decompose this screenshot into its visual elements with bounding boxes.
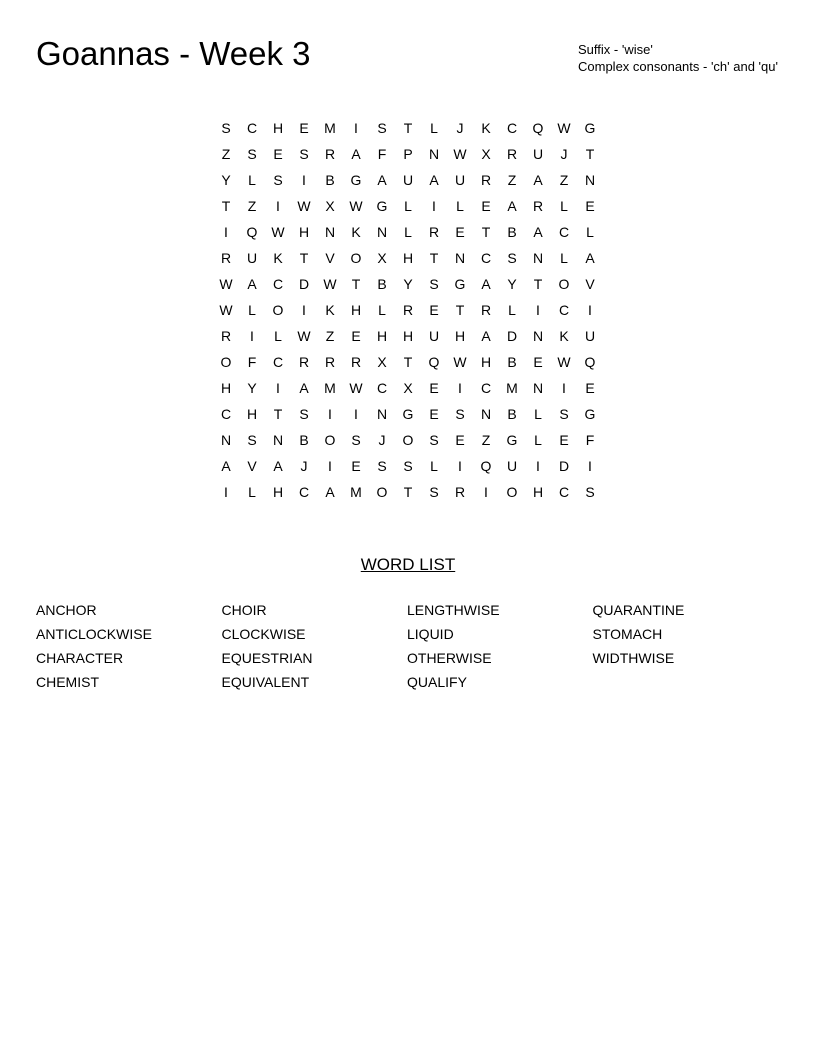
grid-cell: L xyxy=(378,302,386,318)
grid-row xyxy=(213,297,603,323)
grid-cell: L xyxy=(430,458,438,474)
grid-cell: A xyxy=(507,198,517,214)
grid-cell: T xyxy=(221,198,231,214)
grid-cell: O xyxy=(350,250,362,266)
grid-cell: I xyxy=(458,380,462,396)
word-list-item: LENGTHWISE xyxy=(407,602,500,618)
grid-cell: H xyxy=(402,250,414,266)
grid-cell: R xyxy=(532,198,544,214)
grid-cell: M xyxy=(506,380,518,396)
grid-cell: U xyxy=(246,250,258,266)
grid-cell: A xyxy=(325,484,335,500)
grid-cell: R xyxy=(350,354,362,370)
grid-cell: A xyxy=(533,172,543,188)
grid-cell: R xyxy=(324,354,336,370)
grid-cell: Q xyxy=(532,120,544,136)
grid-cell: L xyxy=(248,484,256,500)
grid-cell: S xyxy=(247,432,257,448)
grid-cell: B xyxy=(299,432,309,448)
grid-cell: Q xyxy=(480,458,492,474)
grid-cell: I xyxy=(536,302,540,318)
grid-cell: N xyxy=(220,432,232,448)
grid-cell: Y xyxy=(247,380,257,396)
grid-cell: Z xyxy=(247,198,257,214)
grid-row xyxy=(213,193,603,219)
grid-cell: I xyxy=(536,458,540,474)
grid-cell: O xyxy=(402,432,414,448)
grid-cell: H xyxy=(532,484,544,500)
grid-row xyxy=(213,453,603,479)
word-list-column xyxy=(36,598,222,694)
grid-cell: C xyxy=(558,302,570,318)
grid-cell: T xyxy=(533,276,543,292)
grid-cell: W xyxy=(323,276,337,292)
grid-cell: L xyxy=(248,172,256,188)
grid-cell: W xyxy=(349,198,363,214)
grid-cell: A xyxy=(299,380,309,396)
grid-cell: T xyxy=(481,224,491,240)
grid-cell: L xyxy=(560,198,568,214)
grid-cell: S xyxy=(429,276,439,292)
grid-cell: I xyxy=(328,458,332,474)
grid-cell: D xyxy=(506,328,518,344)
grid-cell: C xyxy=(480,250,492,266)
grid-cell: X xyxy=(481,146,491,162)
grid-cell: X xyxy=(403,380,413,396)
grid-cell: S xyxy=(507,250,517,266)
grid-cell: H xyxy=(272,120,284,136)
grid-cell: G xyxy=(584,120,596,136)
word-list-item: CHEMIST xyxy=(36,674,99,690)
grid-cell: N xyxy=(532,328,544,344)
grid-cell: C xyxy=(272,276,284,292)
grid-cell: I xyxy=(302,172,306,188)
grid-cell: I xyxy=(250,328,254,344)
grid-row xyxy=(213,427,603,453)
grid-cell: E xyxy=(429,302,439,318)
grid-cell: S xyxy=(455,406,465,422)
grid-cell: U xyxy=(506,458,518,474)
grid-cell: K xyxy=(325,302,335,318)
grid-row xyxy=(213,375,603,401)
grid-cell: L xyxy=(404,224,412,240)
grid-cell: B xyxy=(325,172,335,188)
grid-cell: N xyxy=(584,172,596,188)
grid-cell: V xyxy=(247,458,257,474)
grid-cell: A xyxy=(377,172,387,188)
grid-cell: H xyxy=(402,328,414,344)
grid-row xyxy=(213,167,603,193)
grid-cell: C xyxy=(220,406,232,422)
grid-cell: I xyxy=(432,198,436,214)
grid-cell: O xyxy=(272,302,284,318)
grid-row xyxy=(213,245,603,271)
grid-cell: E xyxy=(585,380,595,396)
grid-cell: E xyxy=(585,198,595,214)
grid-cell: L xyxy=(560,250,568,266)
note-consonants: Complex consonants - 'ch' and 'qu' xyxy=(578,59,778,74)
grid-cell: W xyxy=(297,198,311,214)
grid-cell: K xyxy=(559,328,569,344)
word-list-column xyxy=(593,598,779,694)
grid-cell: L xyxy=(274,328,282,344)
grid-cell: A xyxy=(429,172,439,188)
grid-cell: T xyxy=(585,146,595,162)
grid-cell: Q xyxy=(428,354,440,370)
grid-cell: K xyxy=(351,224,361,240)
grid-cell: N xyxy=(376,406,388,422)
grid-cell: S xyxy=(559,406,569,422)
grid-cell: E xyxy=(533,354,543,370)
grid-cell: N xyxy=(324,224,336,240)
word-list-item: ANTICLOCKWISE xyxy=(36,626,152,642)
grid-cell: E xyxy=(351,328,361,344)
grid-cell: L xyxy=(248,302,256,318)
grid-cell: K xyxy=(273,250,283,266)
word-list-item: CLOCKWISE xyxy=(221,626,306,642)
grid-cell: N xyxy=(454,250,466,266)
grid-cell: C xyxy=(272,354,284,370)
grid-cell: J xyxy=(378,432,386,448)
grid-cell: O xyxy=(558,276,570,292)
grid-cell: Z xyxy=(559,172,569,188)
grid-cell: W xyxy=(219,276,233,292)
grid-cell: J xyxy=(456,120,464,136)
grid-cell: Y xyxy=(403,276,413,292)
grid-cell: L xyxy=(404,198,412,214)
grid-cell: L xyxy=(586,224,594,240)
grid-cell: R xyxy=(506,146,518,162)
word-list-item: CHOIR xyxy=(221,602,267,618)
grid-cell: U xyxy=(402,172,414,188)
grid-cell: E xyxy=(299,120,309,136)
grid-cell: B xyxy=(507,224,517,240)
grid-cell: C xyxy=(506,120,518,136)
grid-cell: I xyxy=(276,198,280,214)
grid-cell: S xyxy=(429,432,439,448)
word-list-item: QUARANTINE xyxy=(592,602,685,618)
grid-cell: Z xyxy=(481,432,491,448)
grid-cell: Y xyxy=(507,276,517,292)
grid-cell: D xyxy=(298,276,310,292)
grid-cell: B xyxy=(507,406,517,422)
grid-cell: F xyxy=(247,354,257,370)
grid-cell: O xyxy=(376,484,388,500)
grid-cell: I xyxy=(588,458,592,474)
grid-cell: F xyxy=(377,146,387,162)
grid-cell: E xyxy=(481,198,491,214)
grid-cell: Z xyxy=(221,146,231,162)
grid-cell: S xyxy=(377,120,387,136)
grid-cell: G xyxy=(454,276,466,292)
grid-cell: G xyxy=(506,432,518,448)
grid-cell: H xyxy=(272,484,284,500)
grid-cell: I xyxy=(562,380,566,396)
grid-cell: S xyxy=(299,406,309,422)
grid-cell: A xyxy=(221,458,231,474)
grid-cell: E xyxy=(455,224,465,240)
grid-cell: V xyxy=(325,250,335,266)
grid-cell: O xyxy=(506,484,518,500)
word-list-item: LIQUID xyxy=(407,626,454,642)
grid-cell: Y xyxy=(221,172,231,188)
grid-cell: I xyxy=(302,302,306,318)
grid-cell: T xyxy=(429,250,439,266)
grid-cell: U xyxy=(532,146,544,162)
grid-cell: M xyxy=(350,484,362,500)
grid-cell: T xyxy=(403,354,413,370)
grid-cell: H xyxy=(454,328,466,344)
grid-cell: G xyxy=(350,172,362,188)
page-title: Goannas - Week 3 xyxy=(36,35,311,72)
grid-cell: J xyxy=(300,458,308,474)
grid-cell: A xyxy=(585,250,595,266)
word-list-column xyxy=(222,598,408,694)
word-list-item: WIDTHWISE xyxy=(592,650,675,666)
grid-cell: O xyxy=(220,354,232,370)
grid-cell: Z xyxy=(325,328,335,344)
grid-row xyxy=(213,219,603,245)
grid-cell: L xyxy=(508,302,516,318)
grid-cell: E xyxy=(429,380,439,396)
grid-cell: W xyxy=(271,224,285,240)
grid-cell: S xyxy=(377,458,387,474)
grid-cell: W xyxy=(453,146,467,162)
grid-cell: R xyxy=(324,146,336,162)
word-search-grid xyxy=(213,115,603,505)
grid-cell: R xyxy=(480,172,492,188)
grid-cell: C xyxy=(298,484,310,500)
grid-cell: A xyxy=(247,276,257,292)
grid-cell: T xyxy=(273,406,283,422)
grid-cell: H xyxy=(350,302,362,318)
grid-cell: E xyxy=(429,406,439,422)
grid-cell: N xyxy=(532,250,544,266)
grid-cell: E xyxy=(559,432,569,448)
grid-cell: W xyxy=(297,328,311,344)
grid-cell: A xyxy=(351,146,361,162)
grid-cell: A xyxy=(481,328,491,344)
grid-cell: C xyxy=(558,224,570,240)
grid-cell: I xyxy=(276,380,280,396)
word-list-item: ANCHOR xyxy=(36,602,97,618)
grid-cell: V xyxy=(585,276,595,292)
grid-cell: W xyxy=(557,120,571,136)
grid-cell: Z xyxy=(507,172,517,188)
grid-cell: R xyxy=(298,354,310,370)
grid-cell: I xyxy=(224,484,228,500)
grid-cell: N xyxy=(532,380,544,396)
grid-cell: N xyxy=(272,432,284,448)
grid-cell: S xyxy=(247,146,257,162)
grid-cell: R xyxy=(402,302,414,318)
grid-cell: U xyxy=(584,328,596,344)
grid-cell: W xyxy=(349,380,363,396)
grid-cell: G xyxy=(584,406,596,422)
grid-cell: C xyxy=(558,484,570,500)
grid-cell: X xyxy=(377,250,387,266)
grid-cell: K xyxy=(481,120,491,136)
grid-cell: C xyxy=(480,380,492,396)
grid-cell: U xyxy=(454,172,466,188)
grid-cell: A xyxy=(481,276,491,292)
word-list xyxy=(36,598,780,694)
grid-cell: L xyxy=(534,406,542,422)
grid-cell: S xyxy=(585,484,595,500)
grid-row xyxy=(213,115,603,141)
grid-cell: H xyxy=(246,406,258,422)
grid-row xyxy=(213,401,603,427)
grid-cell: I xyxy=(354,120,358,136)
grid-row xyxy=(213,349,603,375)
grid-cell: G xyxy=(376,198,388,214)
grid-cell: M xyxy=(324,380,336,396)
grid-cell: M xyxy=(324,120,336,136)
word-list-item: EQUIVALENT xyxy=(221,674,310,690)
grid-cell: Q xyxy=(584,354,596,370)
grid-cell: S xyxy=(299,146,309,162)
grid-cell: T xyxy=(351,276,361,292)
grid-cell: T xyxy=(299,250,309,266)
grid-cell: C xyxy=(246,120,258,136)
grid-cell: C xyxy=(376,380,388,396)
grid-row xyxy=(213,479,603,505)
grid-cell: T xyxy=(403,484,413,500)
grid-cell: S xyxy=(403,458,413,474)
word-list-item: STOMACH xyxy=(592,626,663,642)
grid-cell: X xyxy=(377,354,387,370)
grid-cell: W xyxy=(557,354,571,370)
note-suffix: Suffix - 'wise' xyxy=(578,42,653,57)
grid-cell: I xyxy=(354,406,358,422)
grid-cell: I xyxy=(328,406,332,422)
grid-cell: J xyxy=(560,146,568,162)
grid-cell: N xyxy=(480,406,492,422)
grid-cell: X xyxy=(325,198,335,214)
grid-cell: W xyxy=(219,302,233,318)
grid-cell: G xyxy=(402,406,414,422)
grid-cell: L xyxy=(456,198,464,214)
grid-cell: H xyxy=(298,224,310,240)
grid-cell: T xyxy=(455,302,465,318)
word-list-column xyxy=(407,598,593,694)
grid-cell: O xyxy=(324,432,336,448)
grid-cell: S xyxy=(351,432,361,448)
grid-cell: R xyxy=(454,484,466,500)
word-list-item: EQUESTRIAN xyxy=(221,650,313,666)
grid-cell: A xyxy=(273,458,283,474)
word-list-item: OTHERWISE xyxy=(407,650,492,666)
topic-notes xyxy=(578,41,778,75)
grid-row xyxy=(213,323,603,349)
grid-cell: H xyxy=(376,328,388,344)
grid-cell: R xyxy=(220,328,232,344)
word-list-item: CHARACTER xyxy=(36,650,124,666)
grid-cell: U xyxy=(428,328,440,344)
grid-cell: H xyxy=(220,380,232,396)
word-list-item: QUALIFY xyxy=(407,674,467,690)
grid-cell: B xyxy=(377,276,387,292)
word-list-heading-text: WORD LIST xyxy=(360,555,456,574)
grid-cell: E xyxy=(351,458,361,474)
grid-cell: P xyxy=(403,146,413,162)
grid-cell: I xyxy=(484,484,488,500)
grid-cell: N xyxy=(376,224,388,240)
grid-row xyxy=(213,141,603,167)
grid-cell: B xyxy=(507,354,517,370)
grid-cell: F xyxy=(585,432,595,448)
grid-cell: L xyxy=(430,120,438,136)
grid-cell: A xyxy=(533,224,543,240)
grid-cell: E xyxy=(273,146,283,162)
grid-cell: H xyxy=(480,354,492,370)
grid-cell: Q xyxy=(246,224,258,240)
grid-cell: I xyxy=(588,302,592,318)
grid-cell: S xyxy=(273,172,283,188)
grid-cell: R xyxy=(480,302,492,318)
grid-cell: N xyxy=(428,146,440,162)
grid-cell: R xyxy=(220,250,232,266)
grid-row xyxy=(213,271,603,297)
grid-cell: R xyxy=(428,224,440,240)
grid-cell: D xyxy=(558,458,570,474)
grid-cell: S xyxy=(221,120,231,136)
word-list-heading xyxy=(0,554,816,576)
grid-cell: E xyxy=(455,432,465,448)
grid-cell: L xyxy=(534,432,542,448)
grid-cell: I xyxy=(458,458,462,474)
grid-cell: W xyxy=(453,354,467,370)
grid-cell: S xyxy=(429,484,439,500)
grid-cell: I xyxy=(224,224,228,240)
grid-cell: T xyxy=(403,120,413,136)
